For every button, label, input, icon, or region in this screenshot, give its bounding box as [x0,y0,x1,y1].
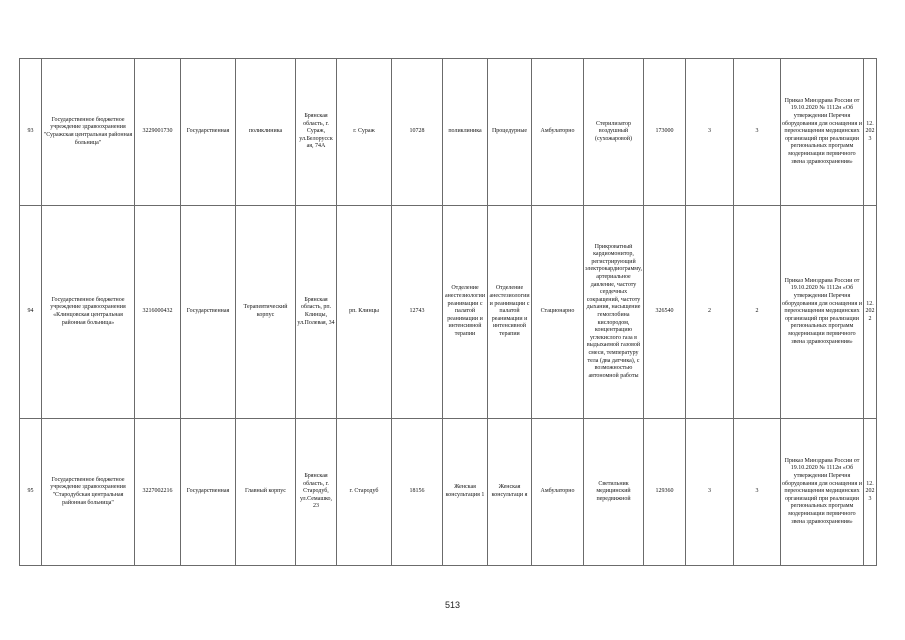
care-conditions: Амбулаторно [532,419,584,566]
unit-name: Отделение анестезиологии реанимации с палатой реанимации и интенсивной терапии [443,206,488,419]
equipment-name [584,206,644,419]
equipment-name-text: Прикроватный кардиомонитор, регистрирующий электрокардиограмму, артериальное давление, частоту сердечных сокращений, частоту дыхания, насыщение гемоглобина кислородом, концентрацию углекислого газа в выдыхаемой газовой смеси, температуру тела (два датчика), с возможностью автономной работы [585,243,642,379]
quantity-a: 2 [686,206,734,419]
address: Брянская область, рп. Клинцы, ул.Полевая, 34 [296,206,337,419]
delivery-date: 12.2023 [864,59,877,206]
care-conditions: Стационарно [532,206,584,419]
quantity-a: 3 [686,419,734,566]
building-name: поликлиника [236,59,296,206]
legal-basis: Приказ Минздрава России от 19.10.2020 № 1112н «Об утверждении Перечня оборудования для оснащения и переоснащения медицинских организаций при реализации региональных программ модернизации первичного звена здравоохранения» [781,206,864,419]
unit-price: 173000 [644,59,686,206]
unit-name: поликлиника [443,59,488,206]
unit-price: 326540 [644,206,686,419]
profile: Отделение анестезиологии и реанимации с палатой реанимации и интенсивной терапии [488,206,532,419]
quantity-a: 3 [686,59,734,206]
population: 12743 [392,206,443,419]
building-name: Терапевтический корпус [236,206,296,419]
unit-price: 129360 [644,419,686,566]
address: Брянская область, г. Сураж, ул.Белорусск ая, 74А [296,59,337,206]
ownership-form: Государственная [181,206,236,419]
table-row [20,206,877,419]
locality: рп. Клинцы [337,206,392,419]
legal-basis: Приказ Минздрава России от 19.10.2020 № 1112н «Об утверждении Перечня оборудования для оснащения и переоснащения медицинских организаций при реализации региональных программ модернизации первичного звена здравоохранения» [781,419,864,566]
row-number: 95 [20,419,42,566]
equipment-name: Стерилизатор воздушный (сухожаровой) [584,59,644,206]
care-conditions: Амбулаторно [532,59,584,206]
row-number: 93 [20,59,42,206]
quantity-b: 2 [734,206,781,419]
organization-name: Государственное бюджетное учреждение здравоохранения «Клинцовская центральная районная больница» [42,206,135,419]
building-name: Главный корпус [236,419,296,566]
delivery-date: 12.2023 [864,419,877,566]
inn-code: 3227002216 [135,419,181,566]
organization-name: Государственное бюджетное учреждение здравоохранения "Суражская центральная районная больница" [42,59,135,206]
quantity-b: 3 [734,419,781,566]
population: 18156 [392,419,443,566]
table-row [20,419,877,566]
equipment-registry-table [19,58,877,566]
table-row [20,59,877,206]
inn-code: 3216000432 [135,206,181,419]
ownership-form: Государственная [181,419,236,566]
ownership-form: Государственная [181,59,236,206]
profile: Процедурные [488,59,532,206]
locality: г. Сураж [337,59,392,206]
delivery-date: 12.2022 [864,206,877,419]
unit-name: Женская консультация 1 [443,419,488,566]
row-number: 94 [20,206,42,419]
page-number: 513 [444,600,461,610]
legal-basis: Приказ Минздрава России от 19.10.2020 № 1112н «Об утверждении Перечня оборудования для оснащения и переоснащения медицинских организаций при реализации региональных программ модернизации первичного звена здравоохранения» [781,59,864,206]
address: Брянская область, г. Стародуб, ул.Семашко, 23 [296,419,337,566]
quantity-b: 3 [734,59,781,206]
profile: Женская консультаци я [488,419,532,566]
equipment-name: Светильник медицинский передвижной [584,419,644,566]
locality: г. Стародуб [337,419,392,566]
population: 10728 [392,59,443,206]
organization-name: Государственное бюджетное учреждение здравоохранения "Стародубская центральная районная больница" [42,419,135,566]
inn-code: 3229001730 [135,59,181,206]
